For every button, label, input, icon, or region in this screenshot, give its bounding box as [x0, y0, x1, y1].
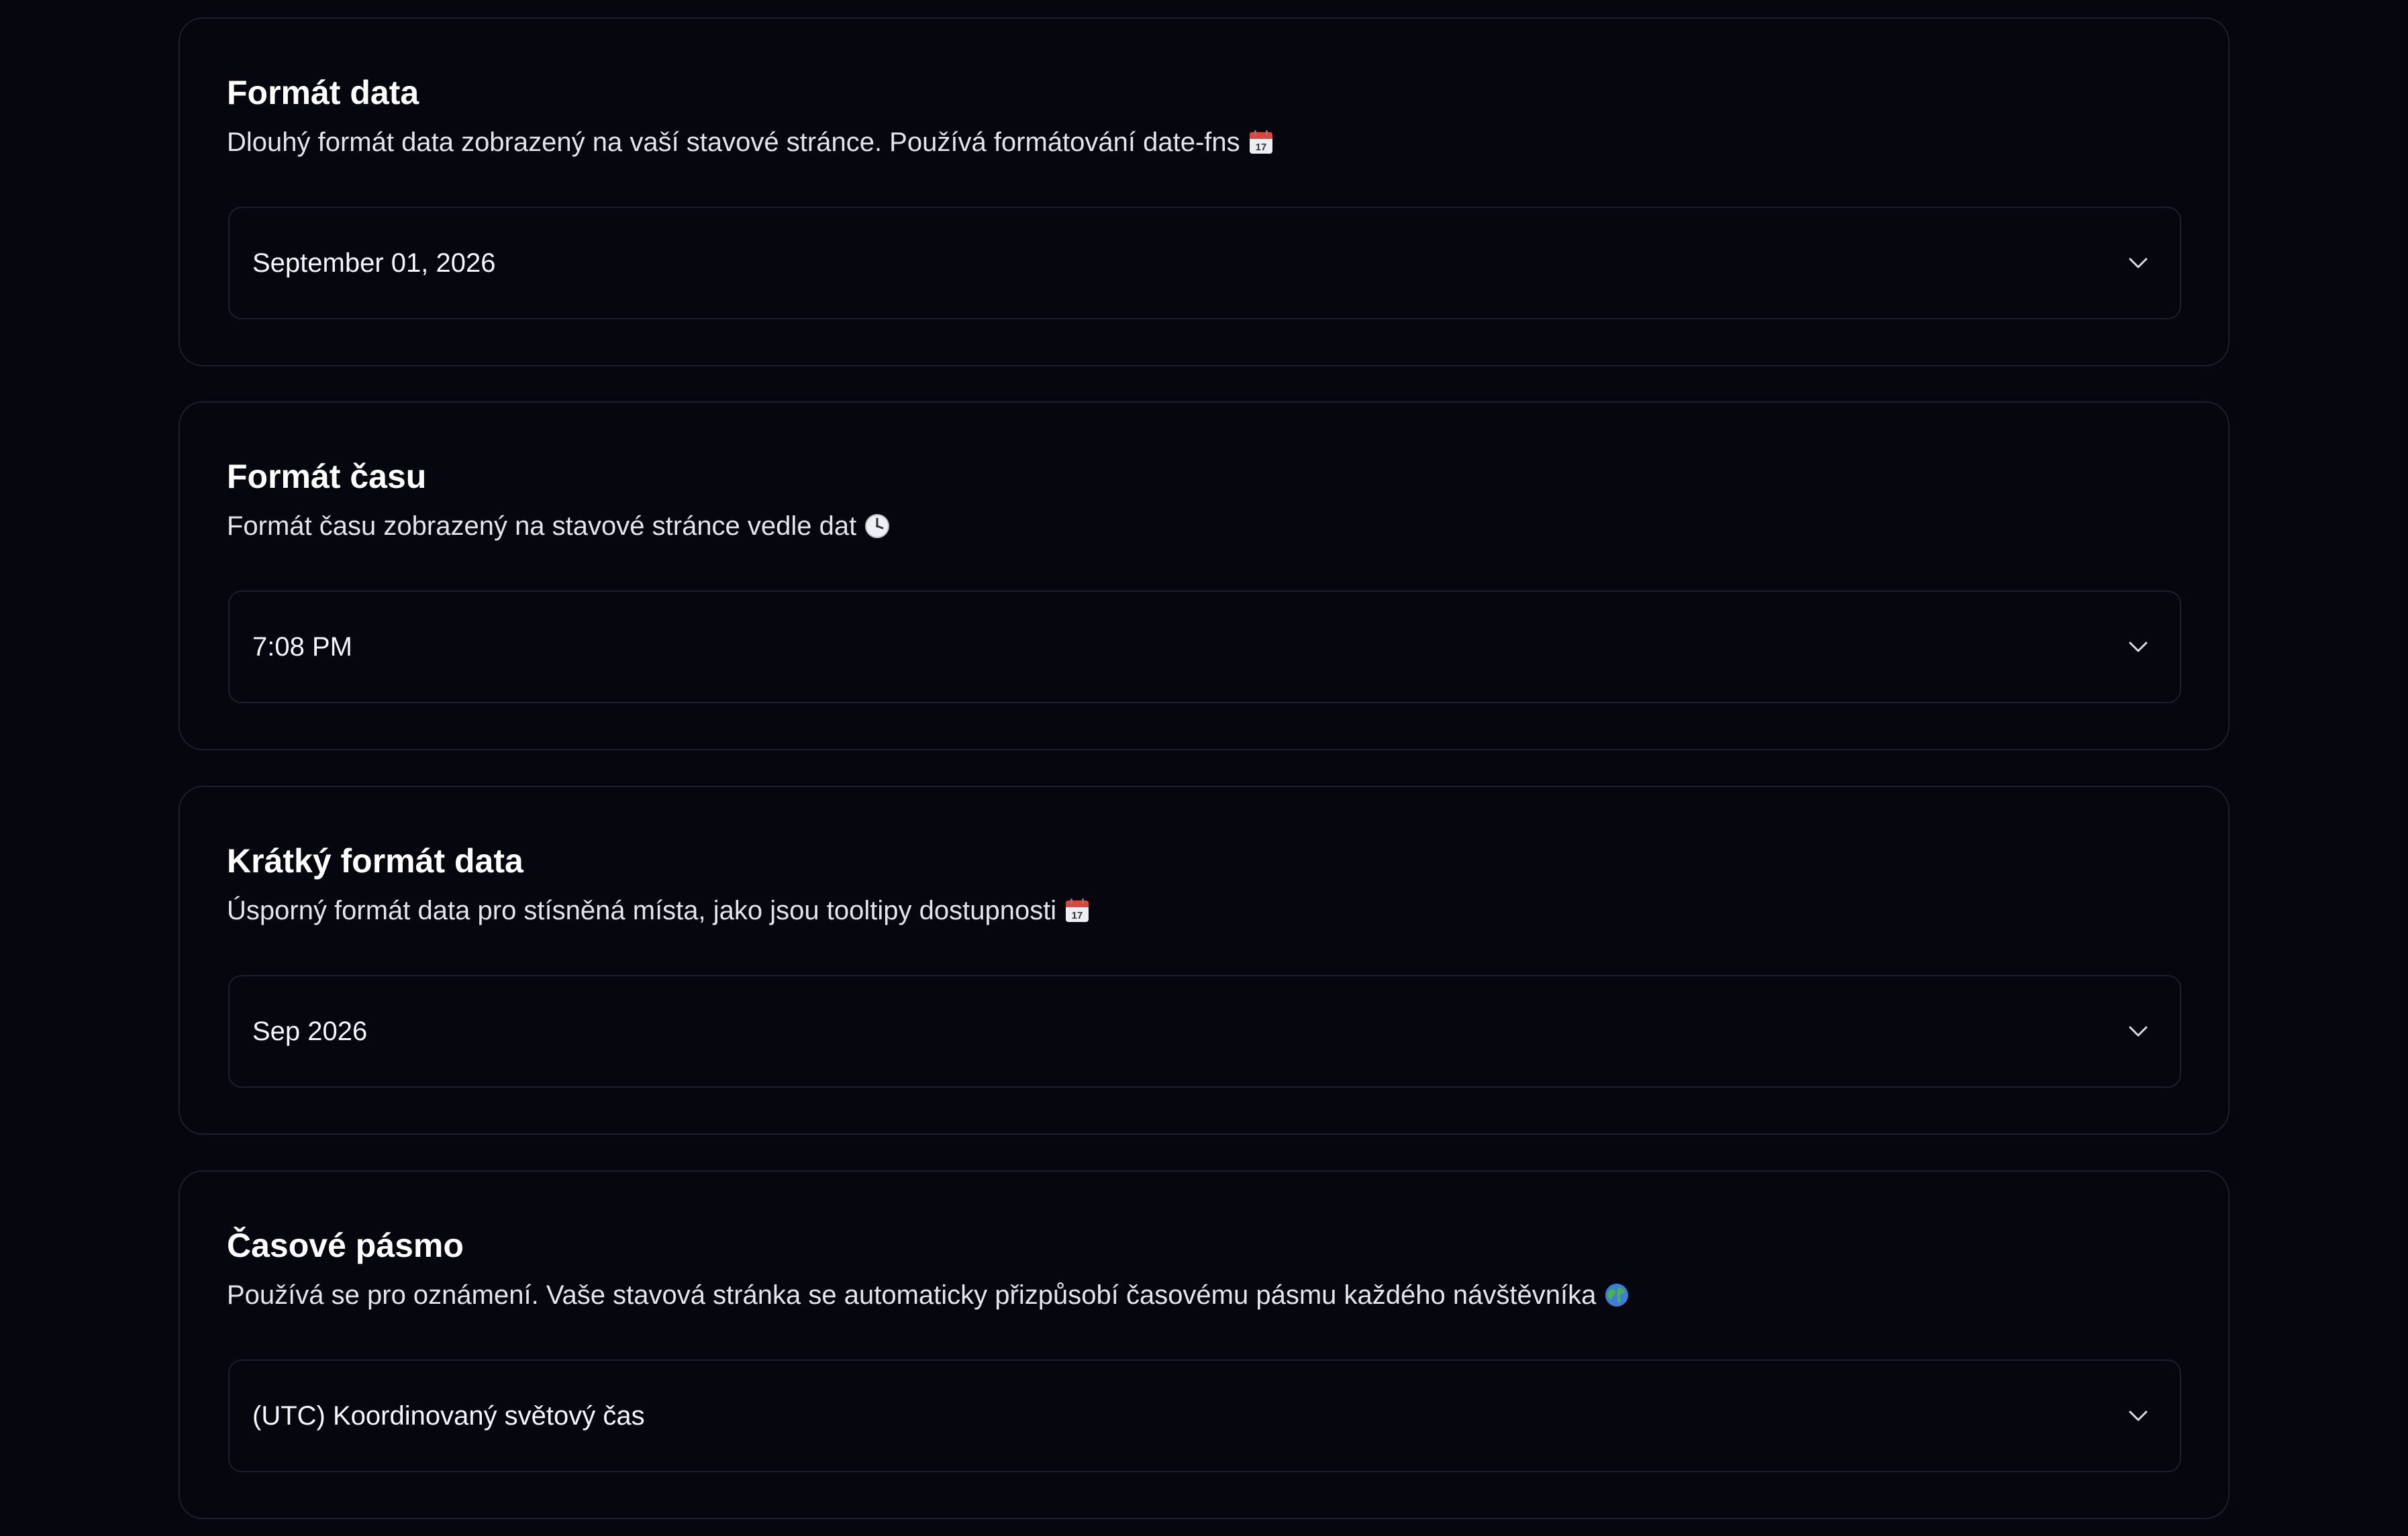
time-format-card: [179, 401, 2229, 750]
time-format-select[interactable]: [228, 591, 2181, 703]
date-format-card: [179, 17, 2229, 366]
timezone-description: [227, 1278, 1629, 1313]
short-date-format-select[interactable]: [228, 975, 2181, 1088]
chevron-down-icon: [2126, 635, 2150, 659]
time-format-select-value: 7:08 PM: [252, 632, 352, 662]
date-format-description: [227, 125, 1274, 160]
clock-icon: [864, 513, 890, 539]
time-format-description: [227, 509, 890, 544]
calendar-icon: [1064, 898, 1090, 923]
svg-text:17: 17: [1071, 910, 1083, 921]
timezone-title: Časové pásmo: [227, 1227, 464, 1264]
short-date-format-select-value: Sep 2026: [252, 1017, 368, 1046]
svg-text:17: 17: [1255, 142, 1267, 153]
chevron-down-icon: [2126, 251, 2150, 275]
chevron-down-icon: [2126, 1404, 2150, 1428]
short-date-format-card: [179, 786, 2229, 1135]
short-date-format-description: [227, 893, 1090, 928]
calendar-icon: [1248, 130, 1274, 155]
time-format-description-text: Formát času zobrazený na stavové stránce vedle dat: [227, 511, 857, 541]
timezone-select[interactable]: [228, 1360, 2181, 1472]
timezone-card: [179, 1170, 2229, 1519]
date-format-select-value: September 01, 2026: [252, 248, 496, 278]
time-format-title: Formát času: [227, 458, 427, 495]
short-date-format-description-text: Úsporný formát data pro stísněná místa, jako jsou tooltipy dostupnosti: [227, 896, 1057, 925]
chevron-down-icon: [2126, 1019, 2150, 1043]
globe-icon: [1604, 1282, 1629, 1308]
date-format-title: Formát data: [227, 74, 419, 111]
date-format-select[interactable]: [228, 207, 2181, 319]
timezone-select-value: (UTC) Koordinovaný světový čas: [252, 1401, 645, 1431]
date-format-description-text: Dlouhý formát data zobrazený na vaší stavové stránce. Používá formátování date-fns: [227, 127, 1240, 157]
timezone-description-text: Používá se pro oznámení. Vaše stavová stránka se automaticky přizpůsobí časovému pásmu každého návštěvníka: [227, 1280, 1597, 1310]
short-date-format-title: Krátký formát data: [227, 842, 523, 880]
